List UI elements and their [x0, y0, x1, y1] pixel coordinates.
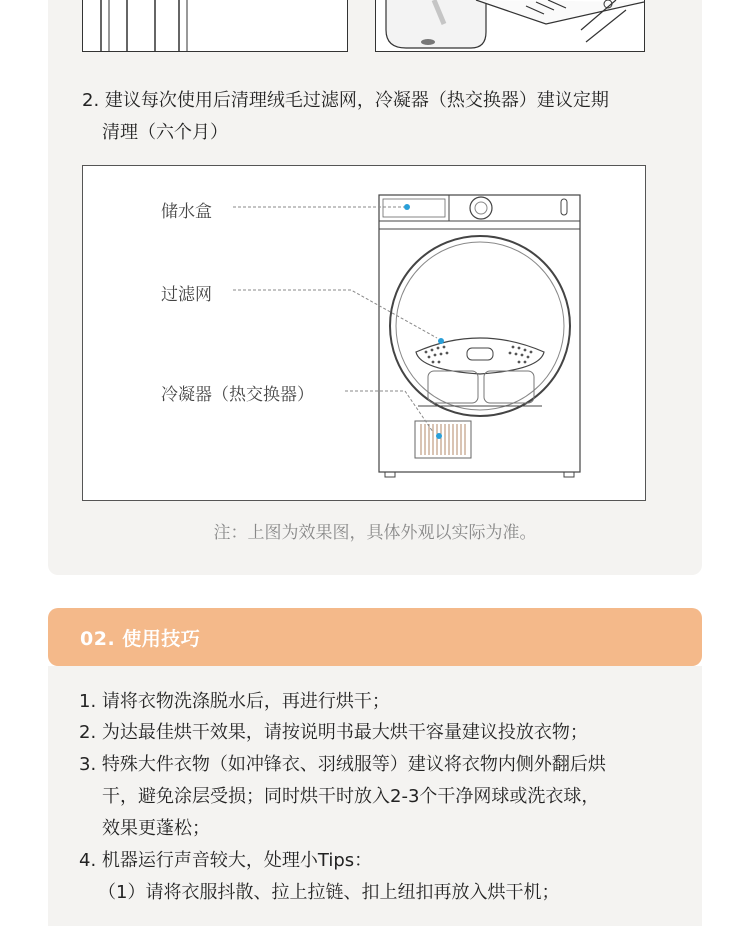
label-condenser: 冷凝器（热交换器）	[161, 385, 314, 405]
tip-item-4: 4. 机器运行声音较大，处理小Tips：	[79, 850, 373, 871]
filter-illustration	[83, 0, 349, 52]
tip-item-3-line2: 干，避免涂层受损；同时烘干时放入2-3个干净网球或洗衣球，	[102, 786, 600, 807]
section-title: 02. 使用技巧	[80, 628, 201, 650]
condenser-marker-dot	[436, 433, 442, 439]
tip-item-3-line1: 3. 特殊大件衣物（如冲锋衣、羽绒服等）建议将衣物内侧外翻后烘	[79, 754, 606, 775]
label-lint-filter: 过滤网	[161, 285, 212, 305]
instruction-item-2-line2: 清理（六个月）	[102, 122, 228, 143]
instruction-item-2-line1: 2. 建议每次使用后清理绒毛过滤网，冷凝器（热交换器）建议定期	[82, 90, 609, 111]
water-tank-illustration	[376, 0, 646, 52]
label-water-tank: 储水盒	[161, 202, 212, 222]
tip-item-2: 2. 为达最佳烘干效果，请按说明书最大烘干容量建议投放衣物；	[79, 722, 588, 743]
section-header-usage-tips	[48, 608, 702, 666]
tip-item-4-sub1: （1）请将衣服抖散、拉上拉链、扣上纽扣再放入烘干机；	[98, 882, 560, 903]
tip-item-1: 1. 请将衣物洗涤脱水后，再进行烘干；	[79, 691, 390, 712]
tank-marker-dot	[404, 204, 410, 210]
dryer-diagram	[82, 165, 646, 501]
filter-thumbnail	[82, 0, 348, 52]
filter-marker-dot	[438, 338, 444, 344]
disclaimer-note: 注：上图为效果图，具体外观以实际为准。	[213, 523, 537, 543]
tip-item-3-line3: 效果更蓬松；	[102, 818, 210, 839]
tank-thumbnail	[375, 0, 645, 52]
